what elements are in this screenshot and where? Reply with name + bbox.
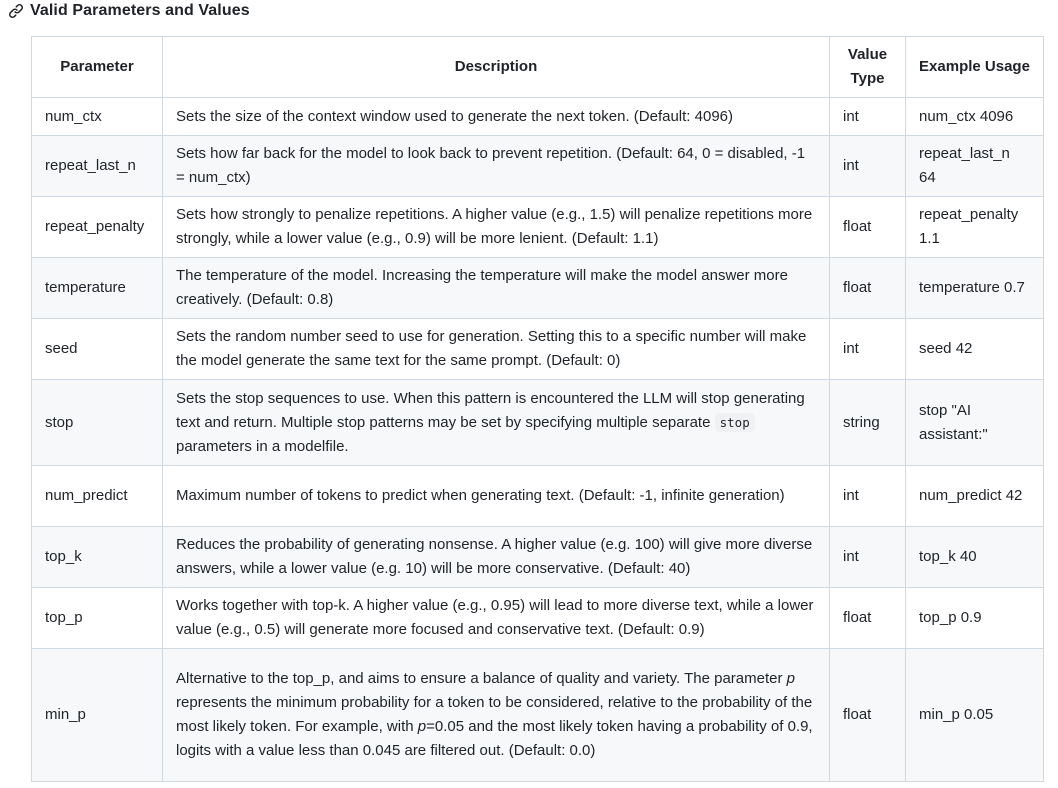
- cell-parameter: min_p: [32, 649, 163, 782]
- table-row: [32, 136, 1044, 197]
- cell-type: float: [830, 649, 906, 782]
- cell-parameter: top_k: [32, 527, 163, 588]
- cell-example: num_ctx 4096: [906, 98, 1044, 136]
- table-row: [32, 380, 1044, 466]
- cell-parameter: repeat_penalty: [32, 197, 163, 258]
- table-row: [32, 197, 1044, 258]
- header-description: Description: [163, 37, 830, 98]
- cell-parameter: top_p: [32, 588, 163, 649]
- description-text: parameters in a modelfile.: [176, 437, 349, 455]
- description-text: represents the minimum probability for a token to be considered, relative to the probability of the most likely token. For example, with: [176, 694, 813, 735]
- cell-type: int: [830, 527, 906, 588]
- cell-example: num_predict 42: [906, 466, 1044, 527]
- link-icon[interactable]: [8, 3, 24, 19]
- italic-p: p: [417, 718, 427, 735]
- cell-description: The temperature of the model. Increasing the temperature will make the model answer more creatively. (Default: 0.8): [163, 258, 830, 319]
- cell-description: [163, 649, 830, 782]
- table-row: [32, 319, 1044, 380]
- table-row: [32, 98, 1044, 136]
- table-header-row: [32, 37, 1044, 98]
- table-row: [32, 466, 1044, 527]
- cell-type: float: [830, 588, 906, 649]
- description-text: Alternative to the top_p, and aims to ensure a balance of quality and variety. The parameter: [176, 670, 783, 687]
- cell-parameter: repeat_last_n: [32, 136, 163, 197]
- cell-description: [163, 380, 830, 466]
- inline-code: stop: [715, 413, 755, 432]
- cell-example: repeat_penalty 1.1: [906, 197, 1044, 258]
- cell-example: min_p 0.05: [906, 649, 1044, 782]
- cell-type: int: [830, 319, 906, 380]
- cell-description: Maximum number of tokens to predict when generating text. (Default: -1, infinite generation): [163, 466, 830, 527]
- cell-type: string: [830, 380, 906, 466]
- cell-description: Sets how strongly to penalize repetitions. A higher value (e.g., 1.5) will penalize repetitions more strongly, while a lower value (e.g., 0.9) will be more lenient. (Default: 1.1): [163, 197, 830, 258]
- section-title: Valid Parameters and Values: [30, 2, 250, 19]
- table-row: [32, 258, 1044, 319]
- description-text: Sets the stop sequences to use. When this pattern is encountered the LLM will stop generating text and return. Multiple stop patterns may be set by specifying multiple separate: [176, 389, 805, 431]
- cell-example: temperature 0.7: [906, 258, 1044, 319]
- table-row: [32, 527, 1044, 588]
- table-row: [32, 588, 1044, 649]
- cell-description: Sets how far back for the model to look back to prevent repetition. (Default: 64, 0 = disabled, -1 = num_ctx): [163, 136, 830, 197]
- cell-example: repeat_last_n 64: [906, 136, 1044, 197]
- cell-description: Sets the random number seed to use for generation. Setting this to a specific number will make the model generate the same text for the same prompt. (Default: 0): [163, 319, 830, 380]
- description-text: =0.05 and the most likely token having a probability of 0.9, logits with a value less than 0.045 are filtered out. (Default: 0.0): [176, 718, 813, 759]
- header-parameter: Parameter: [32, 37, 163, 98]
- parameters-table: [31, 36, 1044, 782]
- cell-parameter: seed: [32, 319, 163, 380]
- cell-example: top_k 40: [906, 527, 1044, 588]
- cell-example: stop "AI assistant:": [906, 380, 1044, 466]
- cell-type: int: [830, 98, 906, 136]
- cell-description: Works together with top-k. A higher value (e.g., 0.95) will lead to more diverse text, while a lower value (e.g., 0.5) will generate more focused and conservative text. (Default: 0.9): [163, 588, 830, 649]
- cell-type: int: [830, 136, 906, 197]
- cell-type: float: [830, 197, 906, 258]
- italic-p: p: [786, 670, 795, 687]
- cell-parameter: temperature: [32, 258, 163, 319]
- cell-example: seed 42: [906, 319, 1044, 380]
- cell-example: top_p 0.9: [906, 588, 1044, 649]
- header-value-type: Value Type: [830, 37, 906, 98]
- header-example-usage: Example Usage: [906, 37, 1044, 98]
- table-row: [32, 649, 1044, 782]
- cell-description: Sets the size of the context window used to generate the next token. (Default: 4096): [163, 98, 830, 136]
- cell-parameter: num_ctx: [32, 98, 163, 136]
- cell-parameter: stop: [32, 380, 163, 466]
- section-heading: [8, 0, 250, 22]
- cell-type: float: [830, 258, 906, 319]
- cell-parameter: num_predict: [32, 466, 163, 527]
- cell-type: int: [830, 466, 906, 527]
- cell-description: Reduces the probability of generating nonsense. A higher value (e.g. 100) will give more diverse answers, while a lower value (e.g. 10) will be more conservative. (Default: 40): [163, 527, 830, 588]
